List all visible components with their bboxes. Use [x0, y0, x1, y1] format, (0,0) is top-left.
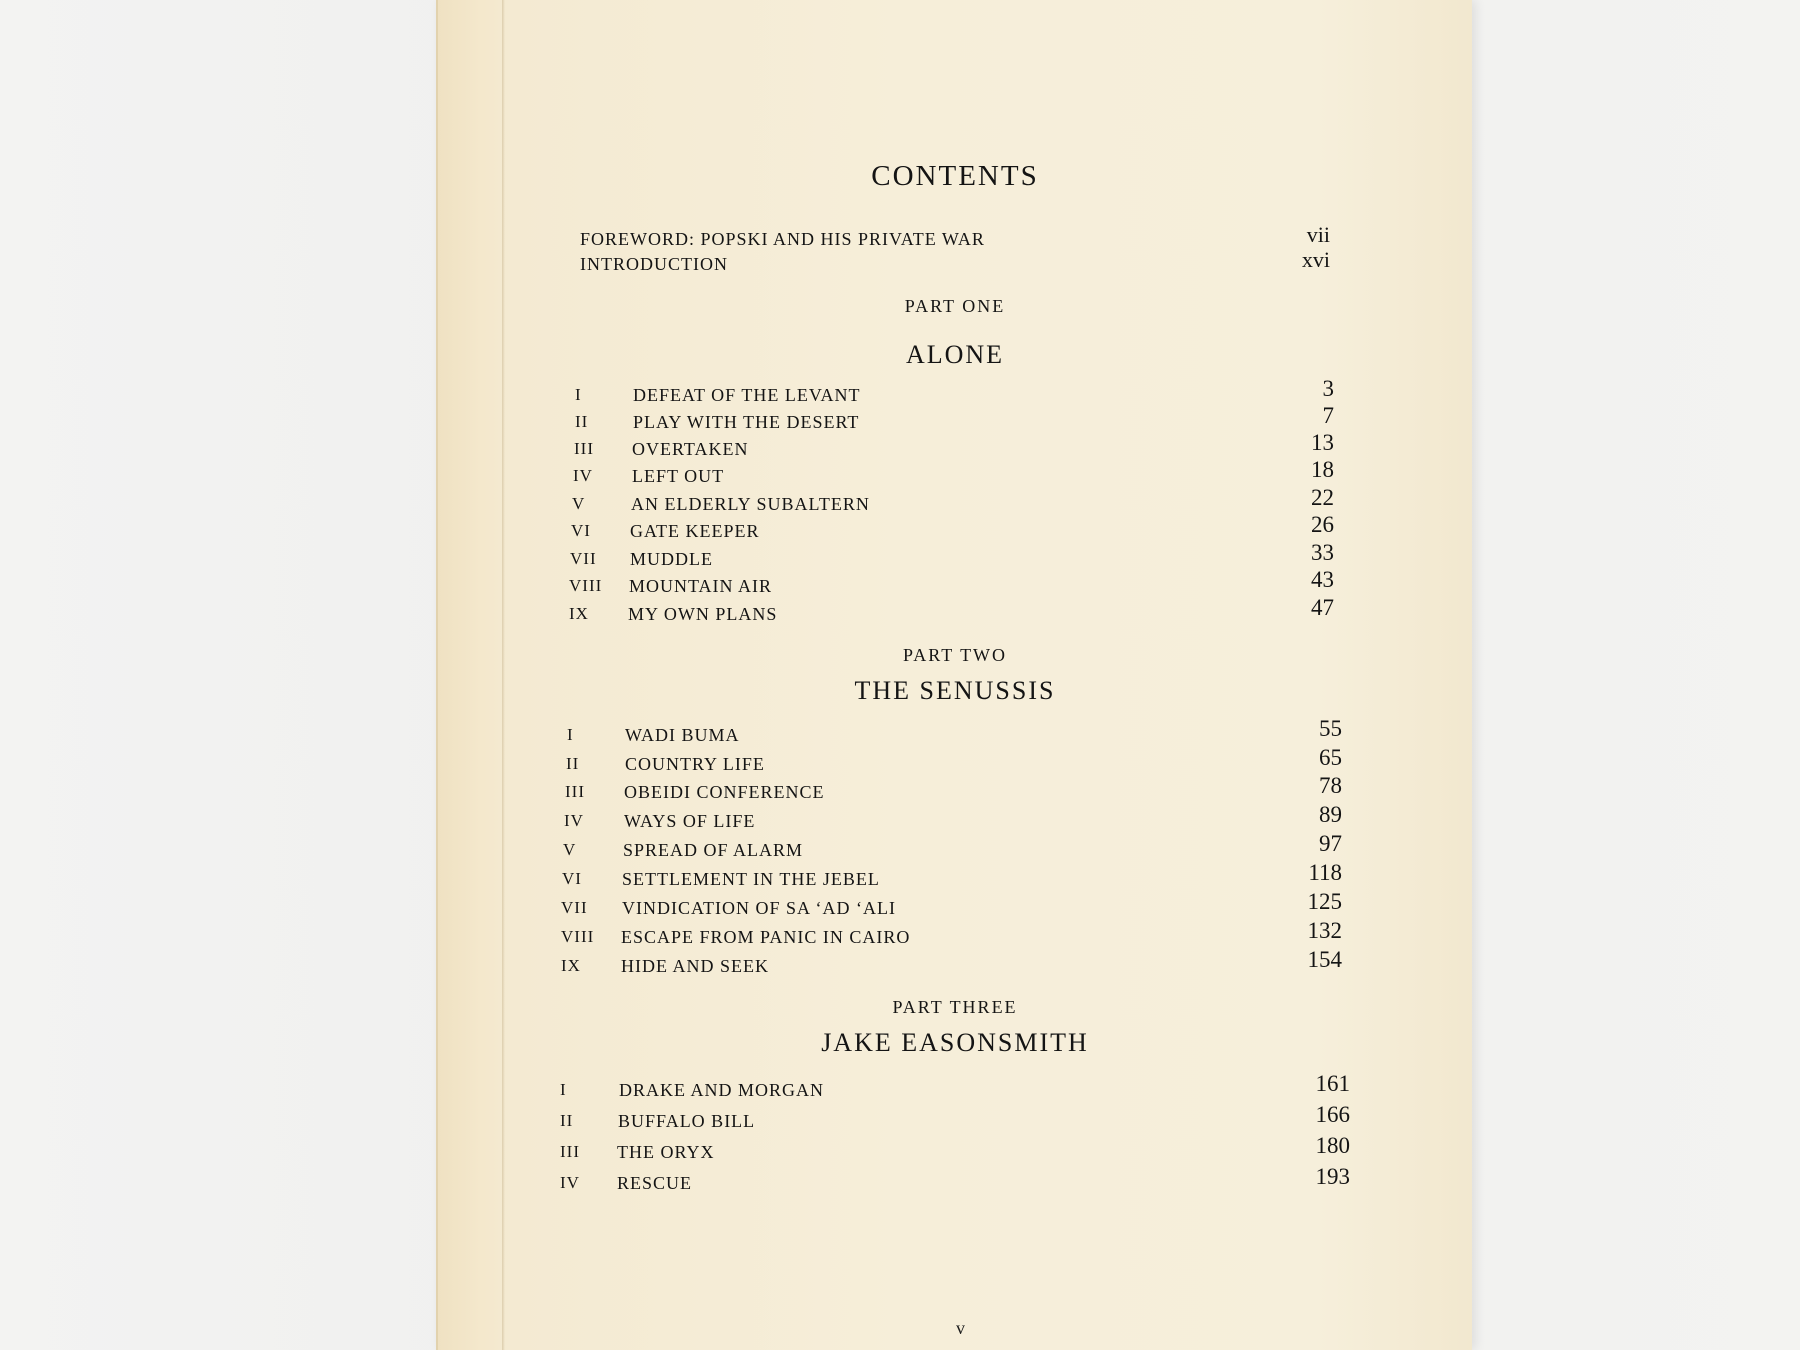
front-matter-page: vii — [1306, 222, 1330, 247]
toc-entry — [560, 567, 1350, 599]
chapter-page: 180 — [1315, 1133, 1350, 1158]
chapter-page: 125 — [1307, 889, 1342, 914]
chapter-title: VINDICATION OF SA ‘AD ‘ALI — [622, 898, 896, 918]
chapter-title: DEFEAT OF THE LEVANT — [633, 385, 861, 405]
front-matter-introduction — [560, 247, 1350, 277]
chapter-page: 166 — [1315, 1102, 1350, 1127]
chapter-number: V — [563, 840, 577, 859]
part-three-title: JAKE EASONSMITH — [821, 1028, 1089, 1057]
chapter-page: 65 — [1319, 745, 1342, 770]
part-one-label: PART ONE — [904, 296, 1006, 316]
chapter-number: I — [567, 725, 574, 744]
contents-title: CONTENTS — [871, 160, 1039, 192]
chapter-number: VII — [570, 549, 597, 568]
toc-entry — [560, 376, 1350, 408]
chapter-number: I — [575, 385, 582, 404]
toc-entry — [560, 512, 1350, 544]
toc-entry — [560, 889, 1350, 921]
chapter-page: 132 — [1307, 918, 1342, 943]
chapter-title: MY OWN PLANS — [628, 604, 778, 624]
chapter-number: VIII — [561, 927, 595, 946]
chapter-page: 43 — [1311, 567, 1334, 592]
toc-entry — [560, 831, 1350, 863]
front-matter-label: INTRODUCTION — [580, 254, 728, 274]
part-two-title: THE SENUSSIS — [854, 676, 1056, 705]
chapter-title: WAYS OF LIFE — [624, 811, 756, 831]
chapter-title: OVERTAKEN — [632, 439, 749, 459]
chapter-title: OBEIDI CONFERENCE — [624, 782, 825, 802]
toc-entry — [560, 1102, 1350, 1134]
chapter-title: WADI BUMA — [625, 725, 740, 745]
chapter-page: 26 — [1311, 512, 1334, 537]
toc-entry — [560, 802, 1350, 834]
chapter-title: COUNTRY LIFE — [625, 754, 765, 774]
chapter-number: II — [575, 412, 589, 431]
chapter-title: MOUNTAIN AIR — [629, 576, 773, 596]
toc-entry — [560, 947, 1350, 979]
toc-entry — [560, 716, 1350, 748]
chapter-number: VIII — [569, 576, 603, 595]
page-gutter — [436, 0, 510, 1350]
chapter-title: DRAKE AND MORGAN — [619, 1080, 825, 1100]
chapter-number: I — [560, 1080, 567, 1099]
chapter-page: 118 — [1308, 860, 1342, 885]
toc-entry — [560, 860, 1350, 892]
chapter-title: AN ELDERLY SUBALTERN — [631, 494, 870, 514]
chapter-number: IX — [561, 956, 581, 975]
toc-entry — [560, 430, 1350, 462]
chapter-number: II — [560, 1111, 574, 1130]
toc-entry — [560, 773, 1350, 805]
chapter-page: 55 — [1319, 716, 1342, 741]
chapter-number: VII — [561, 898, 588, 917]
toc-entry — [560, 403, 1350, 435]
page-edge-shadow — [502, 0, 505, 1350]
toc-entry — [560, 540, 1350, 572]
chapter-page: 7 — [1322, 403, 1334, 428]
chapter-title: RESCUE — [617, 1173, 693, 1193]
chapter-page: 89 — [1319, 802, 1342, 827]
chapter-title: HIDE AND SEEK — [621, 956, 769, 976]
toc-entry — [560, 1164, 1350, 1196]
chapter-page: 13 — [1311, 430, 1334, 455]
chapter-page: 193 — [1315, 1164, 1350, 1189]
toc-entry — [560, 918, 1350, 950]
chapter-title: MUDDLE — [630, 549, 713, 569]
chapter-number: IV — [560, 1173, 580, 1192]
toc-entry — [560, 457, 1350, 489]
toc-entry — [560, 595, 1350, 627]
chapter-title: PLAY WITH THE DESERT — [633, 412, 860, 432]
chapter-page: 18 — [1311, 457, 1334, 482]
chapter-title: BUFFALO BILL — [618, 1111, 756, 1131]
chapter-number: III — [560, 1142, 580, 1161]
chapter-number: III — [574, 439, 594, 458]
chapter-title: ESCAPE FROM PANIC IN CAIRO — [621, 927, 911, 947]
page-folio: v — [956, 1318, 965, 1338]
part-three-label: PART THREE — [892, 997, 1018, 1017]
front-matter-page: xvi — [1301, 247, 1330, 272]
chapter-page: 22 — [1311, 485, 1334, 510]
chapter-title: THE ORYX — [617, 1142, 715, 1162]
chapter-title: SETTLEMENT IN THE JEBEL — [622, 869, 880, 889]
toc-entry — [560, 1133, 1350, 1165]
front-matter-label: FOREWORD: POPSKI AND HIS PRIVATE WAR — [580, 229, 985, 249]
table-of-contents — [560, 160, 1350, 1310]
chapter-number: IV — [573, 466, 593, 485]
toc-entry — [560, 485, 1350, 517]
chapter-page: 33 — [1311, 540, 1334, 565]
front-matter-foreword — [560, 222, 1350, 252]
chapter-page: 161 — [1315, 1071, 1350, 1096]
chapter-number: VI — [571, 521, 591, 540]
chapter-number: V — [572, 494, 586, 513]
chapter-number: VI — [562, 869, 582, 888]
chapter-page: 78 — [1319, 773, 1342, 798]
chapter-page: 47 — [1311, 595, 1334, 620]
chapter-number: III — [565, 782, 585, 801]
chapter-page: 97 — [1319, 831, 1342, 856]
part-two-label: PART TWO — [902, 645, 1008, 665]
chapter-number: II — [566, 754, 580, 773]
chapter-page: 3 — [1322, 376, 1334, 401]
chapter-page: 154 — [1307, 947, 1342, 972]
part-one-title: ALONE — [905, 340, 1005, 369]
chapter-title: GATE KEEPER — [630, 521, 760, 541]
chapter-number: IX — [569, 604, 589, 623]
chapter-title: SPREAD OF ALARM — [623, 840, 804, 860]
toc-entry — [560, 745, 1350, 777]
chapter-title: LEFT OUT — [632, 466, 725, 486]
chapter-number: IV — [564, 811, 584, 830]
toc-entry — [560, 1071, 1350, 1103]
